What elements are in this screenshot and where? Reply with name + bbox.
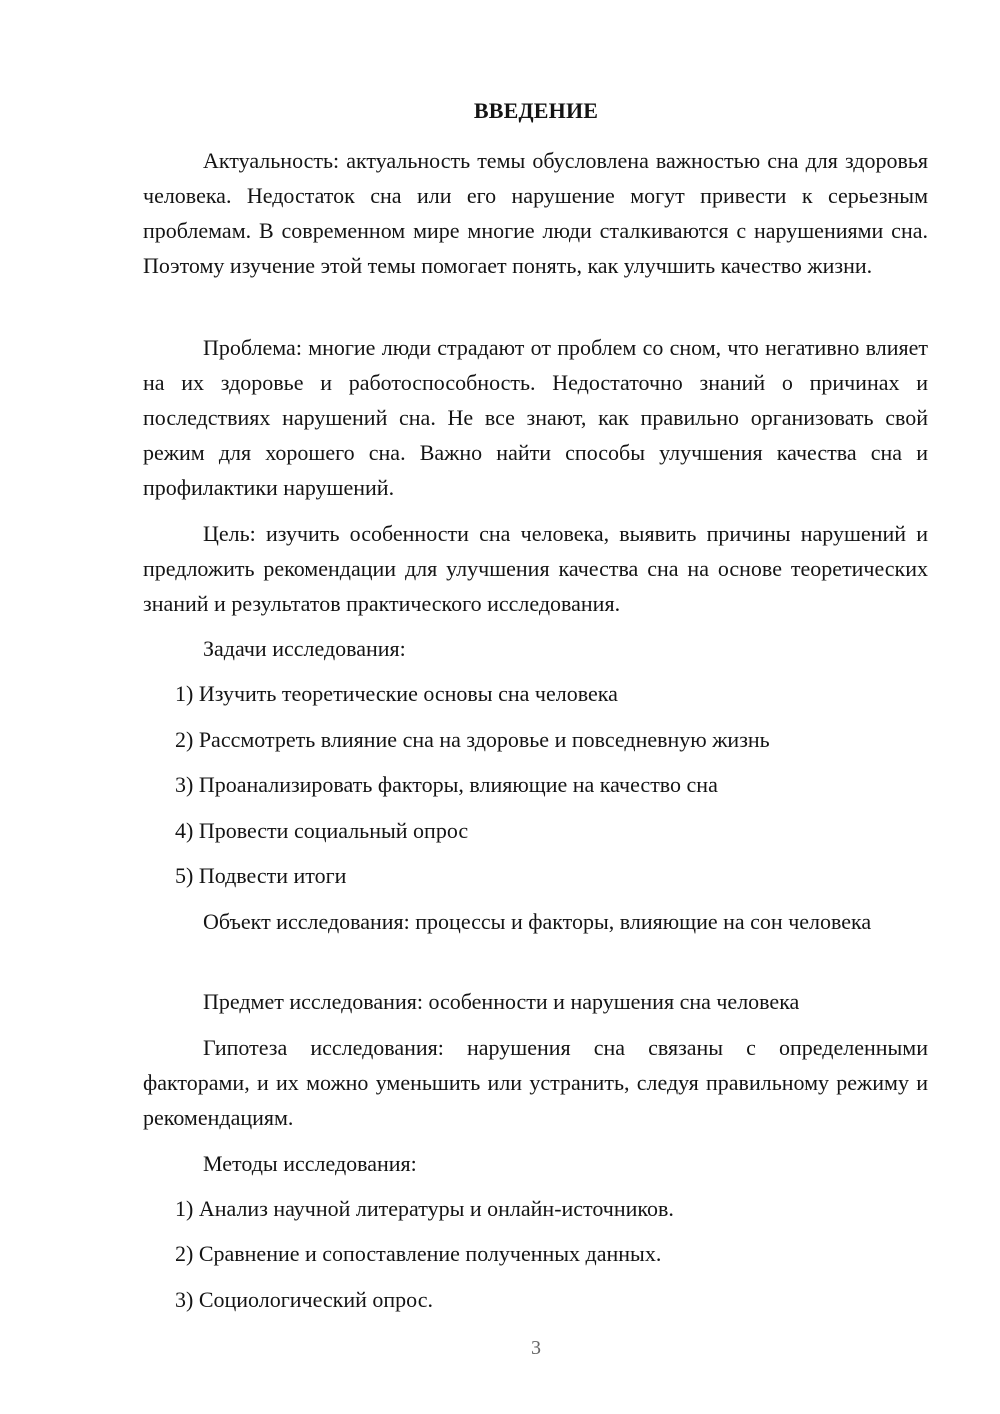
methods-heading: Методы исследования: [203, 1151, 417, 1176]
task-item-5: 5) Подвести итоги [175, 863, 347, 888]
goal-paragraph: Цель: изучить особенности сна человека, выявить причины нарушений и предложить рекомендации для улучшения качества сна на основе теоретических знаний и результатов практического исследования. [143, 521, 928, 616]
method-item-3: 3) Социологический опрос. [175, 1287, 433, 1312]
method-item-2: 2) Сравнение и сопоставление полученных данных. [175, 1241, 662, 1266]
task-item-4: 4) Провести социальный опрос [175, 818, 469, 843]
tasks-heading: Задачи исследования: [203, 636, 406, 661]
task-item-3: 3) Проанализировать факторы, влияющие на качество сна [175, 772, 718, 797]
object-paragraph: Объект исследования: процессы и факторы, влияющие на сон человека [203, 909, 872, 934]
relevance-paragraph: Актуальность: актуальность темы обусловлена важностью сна для здоровья человека. Недостаток сна или его нарушение могут привести к серьезным проблемам. В современном мире многие люди сталкиваются с нарушениями сна. Поэтому изучение этой темы помогает понять, как улучшить качество жизни. [143, 148, 928, 278]
section-title: ВВЕДЕНИЕ [473, 98, 599, 123]
subject-paragraph: Предмет исследования: особенности и нарушения сна человека [203, 989, 800, 1014]
page-number: 3 [531, 1337, 541, 1359]
method-item-1: 1) Анализ научной литературы и онлайн-источников. [175, 1196, 674, 1221]
task-item-2: 2) Рассмотреть влияние сна на здоровье и повседневную жизнь [175, 727, 770, 752]
problem-paragraph: Проблема: многие люди страдают от проблем со сном, что негативно влияет на их здоровье и работоспособность. Недостаточно знаний о причинах и последствиях нарушений сна. Не все знают, как правильно организовать свой режим для хорошего сна. Важно найти способы улучшения качества сна и профилактики нарушений. [143, 335, 928, 500]
hypothesis-paragraph: Гипотеза исследования: нарушения сна связаны с определенными факторами, и их можно уменьшить или устранить, следуя правильному режиму и рекомендациям. [143, 1035, 928, 1130]
task-item-1: 1) Изучить теоретические основы сна человека [175, 681, 618, 706]
